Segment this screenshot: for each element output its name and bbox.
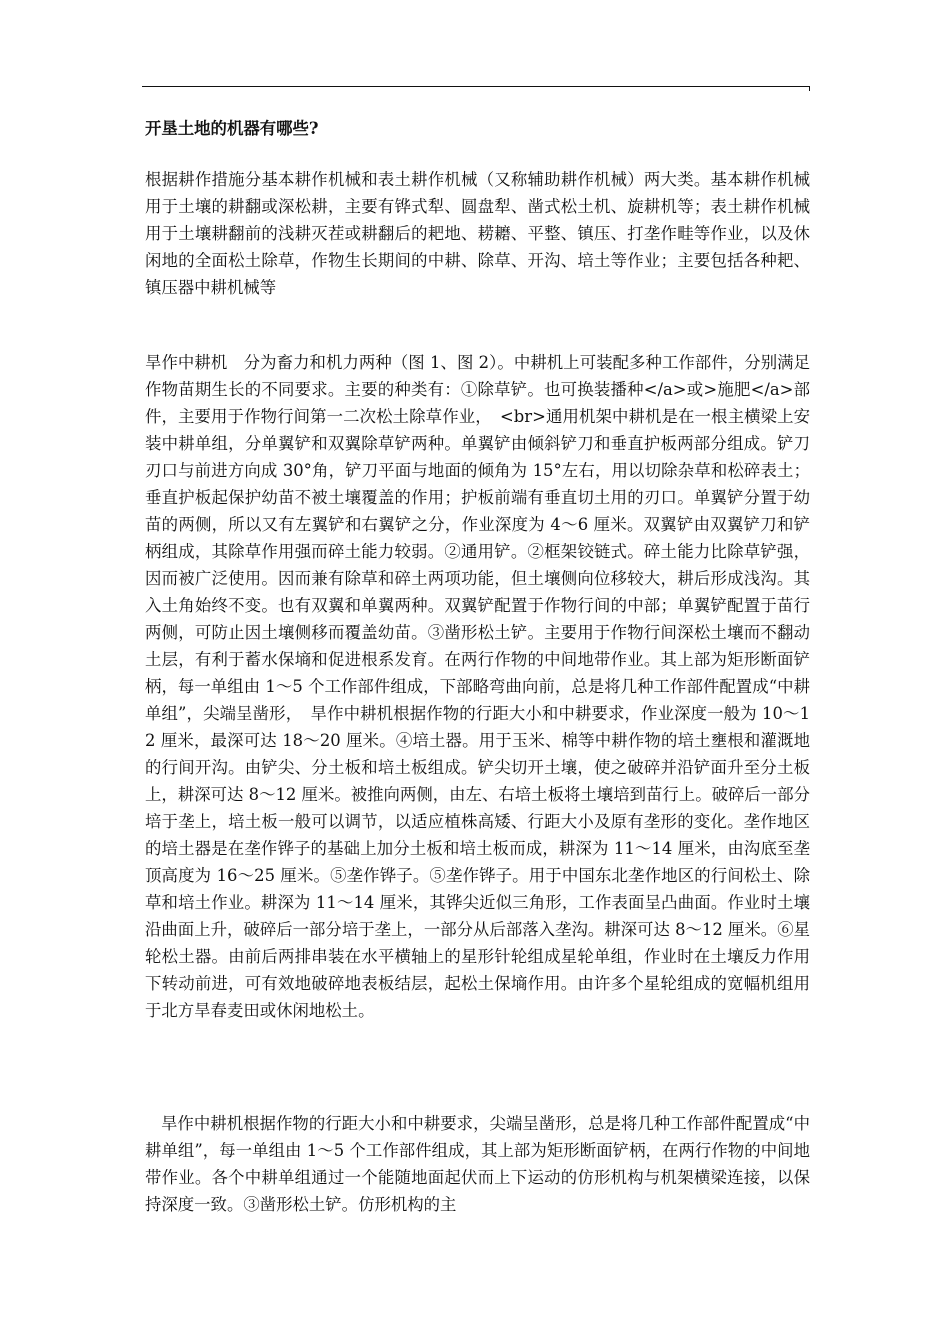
header-rule-tick [809,86,810,91]
paragraph-dryland-cultivator: 旱作中耕机 分为畜力和机力两种（图 1、图 2）。中耕机上可装配多种工作部件，分别满足作物苗期生长的不同要求。主要的种类有：①除草铲。也可换装播种</a>或>施肥</a>部件，主要用于作物行间第一二次松土除草作业， <br>通用机架中耕机是在一根主横梁上安装中耕单组，分单翼铲和双翼除草铲两种。单翼铲由倾斜铲刀和垂直护板两部分组成。铲刀刃口与前进方向成 30°角，铲刀平面与地面的倾角为 15°左右，用以切除杂草和松碎表土；垂直护板起保护幼苗不被土壤覆盖的作用；护板前端有垂直切土用的刃口。单翼铲分置于幼苗的两侧，所以又有左翼铲和右翼铲之分，作业深度为 4～6 厘米。双翼铲由双翼铲刀和铲柄组成，其除草作用强而碎土能力较弱。②通用铲。②框架铰链式。碎土能力比除草铲强，因而被广泛使用。因而兼有除草和碎土两项功能，但土壤侧向位移较大，耕后形成浅沟。其入土角始终不变。也有双翼和单翼两种。双翼铲配置于作物行间的中部；单翼铲配置于苗行两侧，可防止因土壤侧移而覆盖幼苗。③凿形松土铲。主要用于作物行间深松土壤而不翻动土层，有利于蓄水保墒和促进根系发育。在两行作物的中间地带作业。其上部为矩形断面铲柄，每一单组由 1～5 个工作部件组成，下部略弯曲向前，总是将几种工作部件配置成“中耕单组”，尖端呈凿形， 旱作中耕机根据作物的行距大小和中耕要求，作业深度一般为 10～12 厘米，最深可达 18～20 厘米。④培土器。用于玉米、棉等中耕作物的培土壅根和灌溉地的行间开沟。由铲尖、分土板和培土板组成。铲尖切开土壤，使之破碎并沿铲面升至分土板上，耕深可达 8～12 厘米。被推向两侧，由左、右培土板将土壤培到苗行上。破碎后一部分培于垄上，培土板一般可以调节，以适应植株高矮、行距大小及原有垄形的变化。垄作地区的培土器是在垄作铧子的基础上加分土板和培土板而成，耕深为 11～14 厘米，由沟底至垄顶高度为 16～25 厘米。⑤垄作铧子。⑤垄作铧子。用于中国东北垄作地区的行间松土、除草和培土作业。耕深为 11～14 厘米，其铧尖近似三角形，工作表面呈凸曲面。作业时土壤沿曲面上升，破碎后一部分培于垄上，一部分从后部落入垄沟。耕深可达 8～12 厘米。⑥星轮松土器。由前后两排串装在水平横轴上的星形针轮组成星轮单组，作业时在土壤反力作用下转动前进，可有效地破碎地表板结层，起松土保墒作用。由许多个星轮组成的宽幅机组用于北方旱春麦田或休闲地松土。 [145,353,810,1020]
paragraph-intro: 根据耕作措施分基本耕作机械和表土耕作机械（又称辅助耕作机械）两大类。基本耕作机械用于土壤的耕翻或深松耕，主要有铧式犁、圆盘犁、凿式松土机、旋耕机等；表土耕作机械用于土壤耕翻前的浅耕灭茬或耕翻后的耙地、耢耱、平整、镇压、打垄作畦等作业，以及休闲地的全面松土除草，作物生长期间的中耕、除草、开沟、培土等作业；主要包括各种耙、镇压器中耕机械等 [145,170,810,297]
document-title: 开垦土地的机器有哪些? [145,119,319,138]
header-rule [142,86,810,87]
paragraph-cultivator-units: 旱作中耕机根据作物的行距大小和中耕要求，尖端呈凿形，总是将几种工作部件配置成“中耕单组”，每一单组由 1～5 个工作部件组成，其上部为矩形断面铲柄，在两行作物的中间地带作业。各个中耕单组通过一个能随地面起伏而上下运动的仿形机构与机架横梁连接，以保持深度一致。③凿形松土铲。仿形机构的主 [145,1114,810,1214]
